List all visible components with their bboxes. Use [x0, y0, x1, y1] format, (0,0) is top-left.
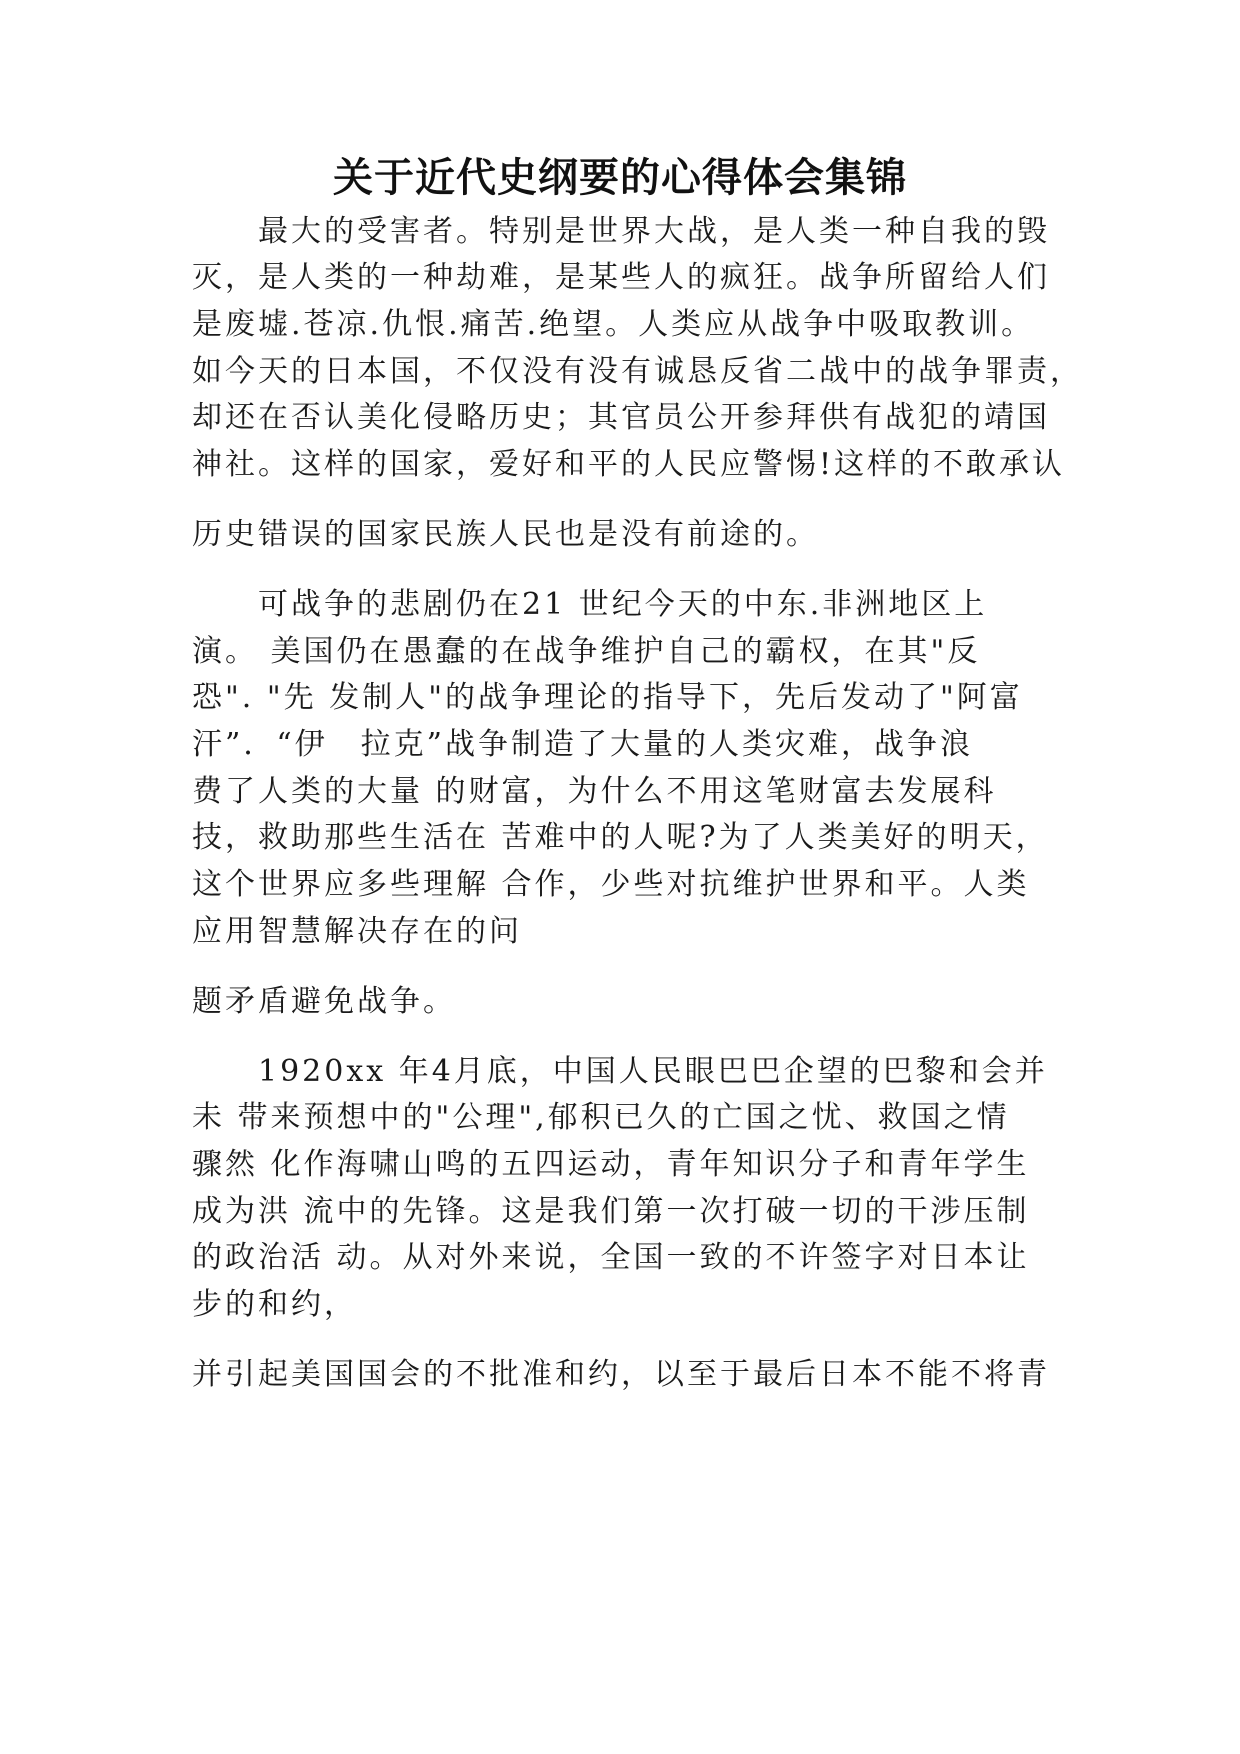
- paragraph-line-19: 骤然 化作海啸山鸣的五四运动，青年知识分子和青年学生: [192, 1147, 1030, 1182]
- paragraph-line-10: 恐". "先 发制人"的战争理论的指导下，先后发动了"阿富: [192, 680, 1023, 715]
- paragraph-line-5: 却还在否认美化侵略历史；其官员公开参拜供有战犯的靖国: [192, 400, 1050, 435]
- paragraph-line-9: 演。 美国仍在愚蠢的在战争维护自己的霸权，在其"反: [192, 634, 981, 669]
- paragraph-line-17: 1920xx 年4月底，中国人民眼巴巴企望的巴黎和会并: [258, 1054, 1048, 1089]
- paragraph-line-11: 汗”．“伊 拉克”战争制造了大量的人类灾难，战争浪: [192, 727, 974, 762]
- paragraph-line-14: 这个世界应多些理解 合作，少些对抗维护世界和平。人类: [192, 867, 1030, 902]
- paragraph-line-3: 是废墟.苍凉.仇恨.痛苦.绝望。人类应从战争中吸取教训。: [192, 307, 1035, 342]
- paragraph-line-23: 并引起美国国会的不批准和约，以至于最后日本不能不将青: [192, 1357, 1050, 1392]
- paragraph-line-8: 可战争的悲剧仍在21 世纪今天的中东.非洲地区上: [258, 587, 988, 622]
- paragraph-line-18: 未 带来预想中的"公理",郁积已久的亡国之忧、救国之情: [192, 1100, 1010, 1135]
- paragraph-line-21: 的政治活 动。从对外来说，全国一致的不许签字对日本让: [192, 1240, 1030, 1275]
- paragraph-line-15: 应用智慧解决存在的问: [192, 914, 522, 949]
- paragraph-line-2: 灭，是人类的一种劫难，是某些人的疯狂。战争所留给人们: [192, 260, 1050, 295]
- document-title: 关于近代史纲要的心得体会集锦: [333, 155, 907, 201]
- paragraph-line-22: 步的和约，: [192, 1287, 357, 1322]
- paragraph-line-7: 历史错误的国家民族人民也是没有前途的。: [192, 517, 819, 552]
- paragraph-line-4: 如今天的日本国，不仅没有没有诚恳反省二战中的战争罪责，: [192, 354, 1083, 389]
- paragraph-line-16: 题矛盾避免战争。: [192, 984, 456, 1019]
- paragraph-line-20: 成为洪 流中的先锋。这是我们第一次打破一切的干涉压制: [192, 1194, 1030, 1229]
- paragraph-line-12: 费了人类的大量 的财富，为什么不用这笔财富去发展科: [192, 774, 997, 809]
- paragraph-line-13: 技，救助那些生活在 苦难中的人呢?为了人类美好的明天，: [192, 820, 1049, 855]
- paragraph-line-6: 神社。这样的国家，爱好和平的人民应警惕!这样的不敢承认: [192, 447, 1066, 482]
- paragraph-line-1: 最大的受害者。特别是世界大战，是人类一种自我的毁: [258, 214, 1050, 249]
